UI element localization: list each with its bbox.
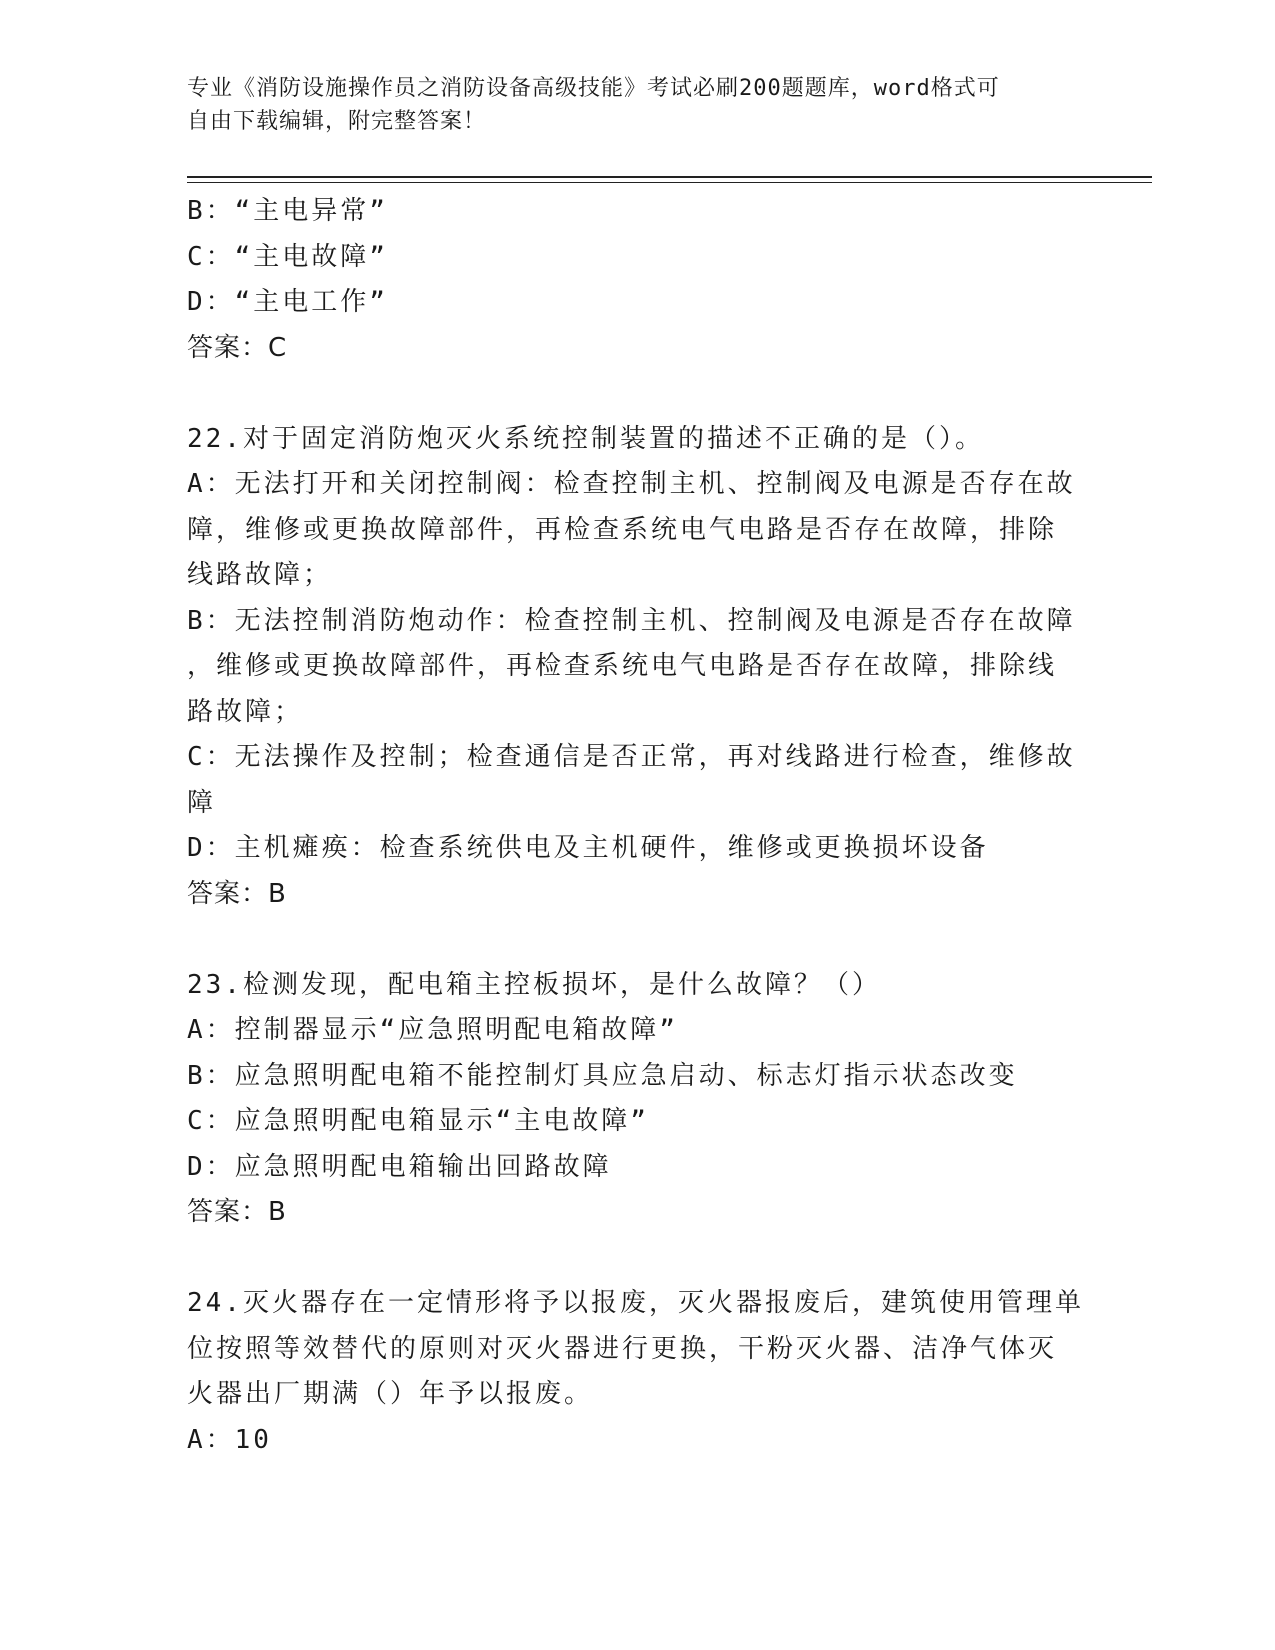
option-a: A：控制器显示“应急照明配电箱故障” <box>187 1015 678 1045</box>
option-c: C：应急照明配电箱显示“主电故障” <box>187 1106 649 1136</box>
option-c: C：“主电故障” <box>187 241 388 272</box>
answer: 答案：C <box>187 332 288 363</box>
question-text-line: 火器出厂期满（）年予以报废。 <box>187 1379 594 1409</box>
option-d: D：应急照明配电箱输出回路故障 <box>187 1151 612 1182</box>
document-header <box>187 72 1067 138</box>
option-a-line: 障，维修或更换故障部件，再检查系统电气电路是否存在故障，排除 <box>187 514 1058 545</box>
question-22 <box>187 417 1077 918</box>
option-a-line: A：无法打开和关闭控制阀：检查控制主机、控制阀及电源是否存在故 <box>187 469 1076 499</box>
spacer <box>187 917 1077 963</box>
header-divider-thin <box>187 182 1152 183</box>
answer: 答案：B <box>187 878 287 909</box>
question-text-line: 24.灭火器存在一定情形将予以报废，灭火器报废后，建筑使用管理单 <box>187 1288 1084 1318</box>
option-d: D：“主电工作” <box>187 287 388 317</box>
question-text: 23.检测发现，配电箱主控板损坏，是什么故障？（） <box>187 969 881 1000</box>
option-c-line: 障 <box>187 787 217 818</box>
question-23 <box>187 963 1077 1236</box>
option-b: B：应急照明配电箱不能控制灯具应急启动、标志灯指示状态改变 <box>187 1060 1018 1091</box>
header-line-1: 专业《消防设施操作员之消防设备高级技能》考试必刷200题题库，word格式可 <box>187 76 1000 101</box>
answer: 答案：B <box>187 1197 287 1227</box>
spacer <box>187 1236 1077 1282</box>
header-line-2: 自由下载编辑，附完整答案！ <box>187 109 487 134</box>
option-b-line: ，维修或更换故障部件，再检查系统电气电路是否存在故障，排除线 <box>187 651 1058 681</box>
question-24 <box>187 1281 1084 1463</box>
question-list <box>187 189 1084 1463</box>
question-text-line: 位按照等效替代的原则对灭火器进行更换，干粉灭火器、洁净气体灭 <box>187 1333 1058 1364</box>
option-b-line: 路故障； <box>187 696 304 727</box>
option-b-line: B：无法控制消防炮动作：检查控制主机、控制阀及电源是否存在故障 <box>187 605 1076 636</box>
question-text: 22.对于固定消防炮灭火系统控制装置的描述不正确的是（）。 <box>187 423 984 454</box>
header-divider-thick <box>187 176 1152 178</box>
option-d: D：主机瘫痪：检查系统供电及主机硬件，维修或更换损坏设备 <box>187 833 989 863</box>
option-c-line: C：无法操作及控制；检查通信是否正常，再对线路进行检查，维修故 <box>187 742 1076 772</box>
question-21-tail <box>187 189 1077 371</box>
option-a-line: 线路故障； <box>187 560 333 590</box>
spacer <box>187 371 1077 417</box>
option-a: A：10 <box>187 1424 272 1455</box>
option-b: B：“主电异常” <box>187 196 388 226</box>
